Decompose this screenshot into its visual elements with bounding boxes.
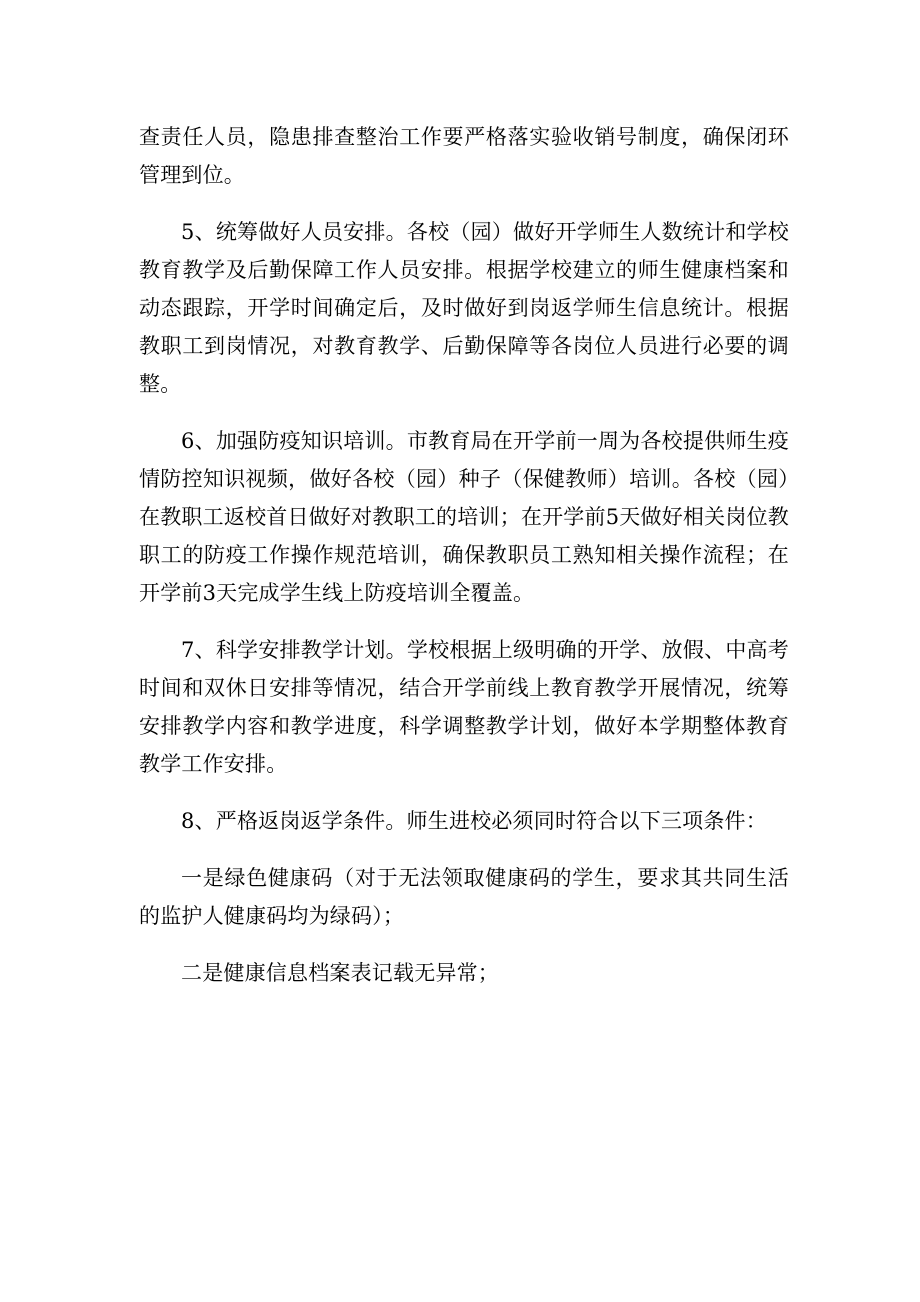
paragraph-condition-1: 一是绿色健康码（对于无法领取健康码的学生，要求其共同生活的监护人健康码均为绿码）；: [139, 866, 789, 928]
document-body: [139, 118, 789, 1011]
paragraph-item-6: 6、加强防疫知识培训。市教育局在开学前一周为各校提供师生疫情防控知识视频，做好各校（园）种子（保健教师）培训。各校（园）在教职工返校首日做好对教职工的培训；在开学前5天做好相关岗位教职工的防疫工作操作规范培训，确保教职员工熟知相关操作流程；在开学前3天完成学生线上防疫培训全覆盖。: [139, 429, 789, 605]
paragraph-condition-2: 二是健康信息档案表记载无异常；: [181, 961, 499, 985]
paragraph-item-8: 8、严格返岗返学条件。师生进校必须同时符合以下三项条件：: [181, 809, 767, 833]
paragraph-item-7: 7、科学安排教学计划。学校根据上级明确的开学、放假、中高考时间和双休日安排等情况，结合开学前线上教育教学开展情况，统筹安排教学内容和教学进度，科学调整教学计划，做好本学期整体教育教学工作安排。: [139, 638, 789, 776]
paragraph-item-5: 5、统筹做好人员安排。各校（园）做好开学师生人数统计和学校教育教学及后勤保障工作人员安排。根据学校建立的师生健康档案和动态跟踪，开学时间确定后，及时做好到岗返学师生信息统计。根据教职工到岗情况，对教育教学、后勤保障等各岗位人员进行必要的调整。: [139, 220, 789, 396]
paragraph-continuation: 查责任人员，隐患排查整治工作要严格落实验收销号制度，确保闭环管理到位。: [139, 125, 789, 187]
